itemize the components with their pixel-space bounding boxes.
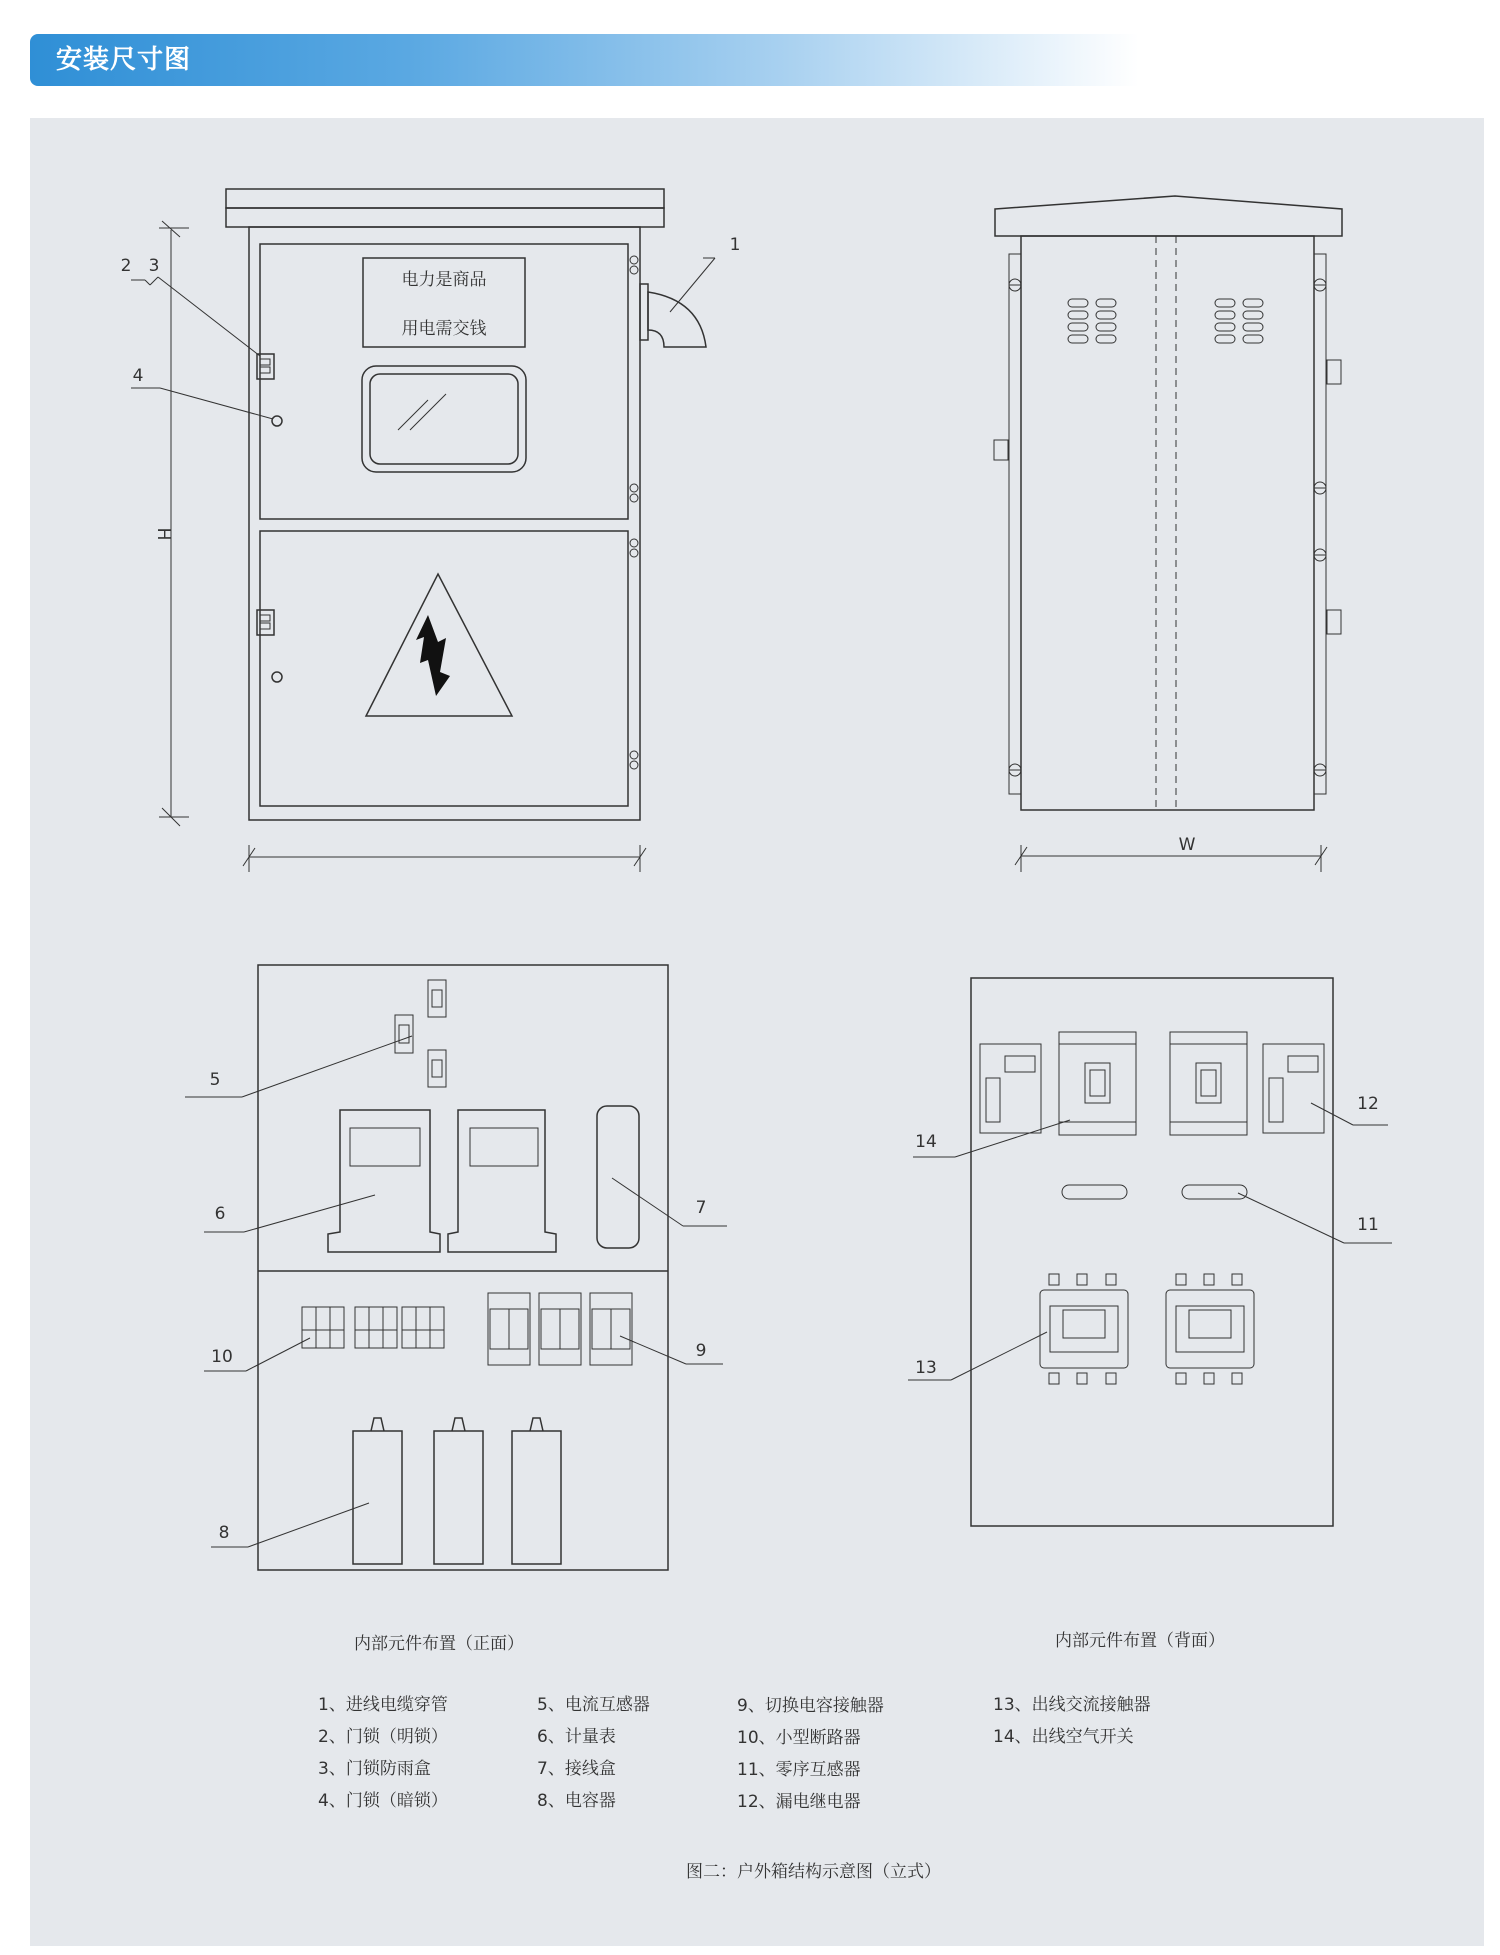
- front-roof-lower: [226, 208, 664, 227]
- dim-w-label: W: [1178, 835, 1196, 855]
- cable-pipe-flange: [640, 284, 648, 340]
- figure-caption: 图二：户外箱结构示意图（立式）: [686, 1862, 941, 1882]
- side-roof: [995, 196, 1342, 236]
- legend-item: 2、门锁（明锁）: [318, 1727, 448, 1747]
- legend-item: 10、小型断路器: [737, 1728, 861, 1748]
- callout-8: 8: [218, 1523, 230, 1543]
- hidden-lock-lower-icon: [272, 672, 282, 682]
- meter-window-inner: [370, 374, 518, 464]
- leakage-relays: [980, 1044, 1324, 1133]
- legend-item: 5、电流互感器: [537, 1695, 650, 1715]
- side-rail-right: [1314, 254, 1326, 794]
- zero-sequence-ct-2: [1182, 1185, 1247, 1199]
- vent-left: [1068, 299, 1116, 343]
- capacitors: [353, 1418, 561, 1564]
- section-title: 安装尺寸图: [56, 45, 192, 75]
- legend-item: 9、切换电容接触器: [737, 1696, 884, 1716]
- callout-7: 7: [695, 1198, 707, 1218]
- layout-back-caption: 内部元件布置（背面）: [1055, 1631, 1225, 1651]
- mcbs: [302, 1307, 444, 1348]
- air-switches: [1059, 1032, 1247, 1135]
- sign-line-1: 电力是商品: [401, 270, 487, 290]
- current-transformers: [395, 980, 446, 1087]
- legend-item: 7、接线盒: [537, 1759, 616, 1779]
- callout-5: 5: [209, 1070, 221, 1090]
- callout-12: 12: [1357, 1094, 1379, 1114]
- hinges: [630, 256, 638, 769]
- legend-item: 4、门锁（暗锁）: [318, 1791, 448, 1811]
- side-view: [994, 196, 1342, 872]
- legend-item: 6、计量表: [537, 1727, 616, 1747]
- dim-h-label: H: [153, 527, 173, 541]
- cable-pipe-icon: [648, 292, 706, 347]
- meter-window-outer: [362, 366, 526, 472]
- front-view: [131, 189, 715, 872]
- callout-14: 14: [915, 1132, 937, 1152]
- callout-1: 1: [729, 235, 741, 255]
- front-body: [249, 227, 640, 820]
- legend-item: 8、电容器: [537, 1791, 616, 1811]
- capacitor-contactors: [488, 1293, 632, 1365]
- callout-10: 10: [211, 1347, 233, 1367]
- lower-door: [260, 531, 628, 806]
- zero-sequence-ct-1: [1062, 1185, 1127, 1199]
- legend-item: 13、出线交流接触器: [993, 1695, 1151, 1715]
- layout-front-caption: 内部元件布置（正面）: [354, 1634, 524, 1654]
- callout-9: 9: [695, 1341, 707, 1361]
- legend-item: 3、门锁防雨盒: [318, 1759, 431, 1779]
- legend-item: 12、漏电继电器: [737, 1792, 861, 1812]
- front-roof: [226, 189, 664, 208]
- output-contactors: [1040, 1274, 1254, 1384]
- meters: [328, 1110, 556, 1252]
- layout-front-panel: [185, 965, 727, 1570]
- callout-11: 11: [1357, 1215, 1379, 1235]
- front-panel-board: [258, 965, 668, 1570]
- side-rail-left: [1009, 254, 1021, 794]
- callout-2: 2: [120, 256, 132, 276]
- lightning-bolt-icon: [416, 615, 450, 696]
- callout-13: 13: [915, 1358, 937, 1378]
- back-panel-board: [971, 978, 1333, 1526]
- layout-back-panel: [908, 978, 1392, 1526]
- sign-line-2: 用电需交钱: [401, 319, 487, 339]
- side-body: [1021, 236, 1314, 810]
- callout-6: 6: [214, 1204, 226, 1224]
- callout-3: 3: [148, 256, 160, 276]
- legend-item: 1、进线电缆穿管: [318, 1695, 448, 1715]
- legend-item: 14、出线空气开关: [993, 1727, 1134, 1747]
- legend-item: 11、零序互感器: [737, 1760, 861, 1780]
- callout-4: 4: [132, 366, 144, 386]
- hidden-lock-icon: [272, 416, 282, 426]
- junction-box: [597, 1106, 639, 1248]
- vent-right: [1215, 299, 1263, 343]
